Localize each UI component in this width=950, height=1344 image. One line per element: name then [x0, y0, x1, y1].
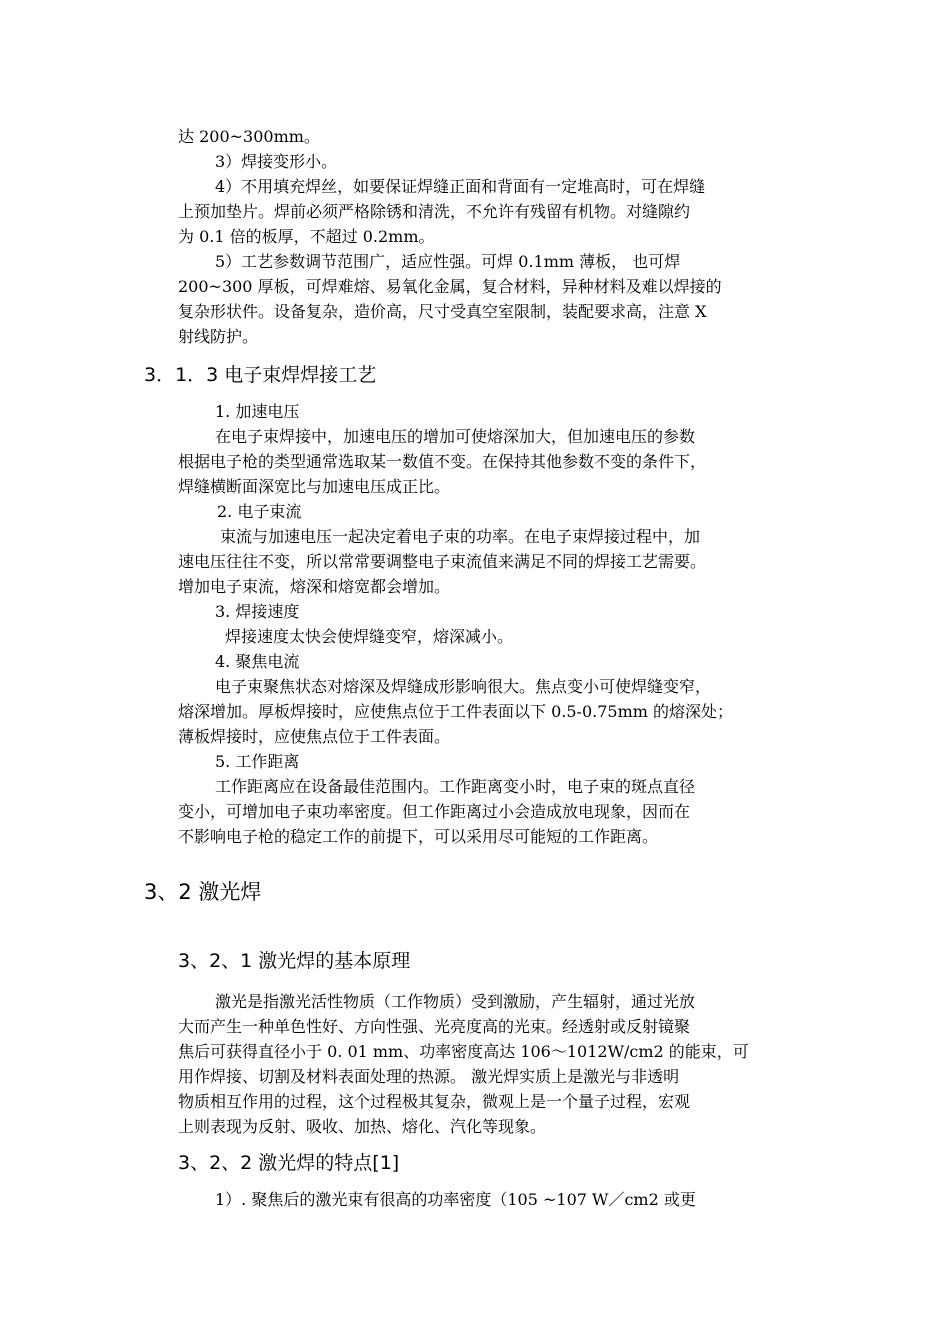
paragraph-line: 熔深增加。厚板焊接时，应使焦点位于工件表面以下 0.5-0.75mm 的熔深处； — [178, 702, 733, 721]
paragraph-line: 变小，可增加电子束功率密度。但工作距离过小会造成放电现象，因而在 — [178, 802, 691, 821]
list-item-5-line: 200~300 厚板，可焊难熔、易氧化金属，复合材料，异种材料及难以焊接的 — [178, 277, 722, 296]
paragraph-line: 达 200~300mm。 — [178, 127, 320, 146]
paragraph-line: 1）. 聚焦后的激光束有很高的功率密度（105 ~107 W／cm2 或更 — [215, 1190, 696, 1209]
section-heading-3-2: 3、2 激光焊 — [144, 880, 262, 904]
list-item-5-line: 5）工艺参数调节范围广，适应性强。可焊 0.1mm 薄板， 也可焊 — [215, 252, 681, 271]
list-item-3: 3）焊接变形小。 — [215, 152, 338, 171]
subsection-title-1: 1. 加速电压 — [215, 402, 300, 421]
paragraph-line: 上则表现为反射、吸收、加热、熔化、汽化等现象。 — [178, 1117, 547, 1136]
paragraph-line: 在电子束焊接中，加速电压的增加可使熔深加大，但加速电压的参数 — [215, 427, 696, 446]
paragraph-line: 大而产生一种单色性好、方向性强、光亮度高的光束。经透射或反射镜聚 — [178, 1017, 691, 1036]
section-heading-3-2-1: 3、2、1 激光焊的基本原理 — [178, 950, 411, 972]
list-item-5-line: 射线防护。 — [178, 327, 259, 346]
paragraph-line: 焦后可获得直径小于 0. 01 mm、功率密度高达 106～1012W/cm2 的能束，可 — [178, 1042, 749, 1061]
section-heading-3-2-2: 3、2、2 激光焊的特点[1] — [178, 1152, 400, 1174]
paragraph-line: 物质相互作用的过程，这个过程极其复杂，微观上是一个量子过程，宏观 — [178, 1092, 691, 1111]
paragraph-line: 束流与加速电压一起决定着电子束的功率。在电子束焊接过程中，加 — [220, 527, 701, 546]
list-item-4-line: 4）不用填充焊丝，如要保证焊缝正面和背面有一定堆高时，可在焊缝 — [215, 177, 706, 196]
paragraph-line: 速电压往往不变，所以常常要调整电子束流值来满足不同的焊接工艺需要。 — [178, 552, 707, 571]
subsection-title-2: 2. 电子束流 — [217, 502, 302, 521]
subsection-title-3: 3. 焊接速度 — [215, 602, 300, 621]
paragraph-line: 激光是指激光活性物质（工作物质）受到激励，产生辐射，通过光放 — [215, 992, 696, 1011]
paragraph-line: 薄板焊接时，应使焦点位于工件表面。 — [178, 727, 451, 746]
paragraph-line: 不影响电子枪的稳定工作的前提下，可以采用尽可能短的工作距离。 — [178, 827, 659, 846]
paragraph-line: 增加电子束流，熔深和熔宽都会增加。 — [178, 577, 451, 596]
list-item-5-line: 复杂形状件。设备复杂，造价高，尺寸受真空室限制，装配要求高，注意 X — [178, 302, 707, 321]
paragraph-line: 根据电子枪的类型通常选取某一数值不变。在保持其他参数不变的条件下， — [178, 452, 707, 471]
subsection-title-5: 5. 工作距离 — [215, 752, 300, 771]
subsection-title-4: 4. 聚焦电流 — [215, 652, 300, 671]
list-item-4-line: 上预加垫片。焊前必须严格除锈和清洗，不允许有残留有机物。对缝隙约 — [178, 202, 691, 221]
section-heading-3-1-3: 3．1．3 电子束焊焊接工艺 — [144, 364, 377, 386]
list-item-4-line: 为 0.1 倍的板厚，不超过 0.2mm。 — [178, 227, 435, 246]
paragraph-line: 用作焊接、切割及材料表面处理的热源。 激光焊实质上是激光与非透明 — [178, 1067, 680, 1086]
paragraph-line: 焊缝横断面深宽比与加速电压成正比。 — [178, 477, 451, 496]
paragraph-line: 电子束聚焦状态对熔深及焊缝成形影响很大。焦点变小可使焊缝变窄， — [215, 677, 712, 696]
paragraph-line: 焊接速度太快会使焊缝变窄，熔深减小。 — [225, 627, 514, 646]
paragraph-line: 工作距离应在设备最佳范围内。工作距离变小时，电子束的斑点直径 — [215, 777, 696, 796]
